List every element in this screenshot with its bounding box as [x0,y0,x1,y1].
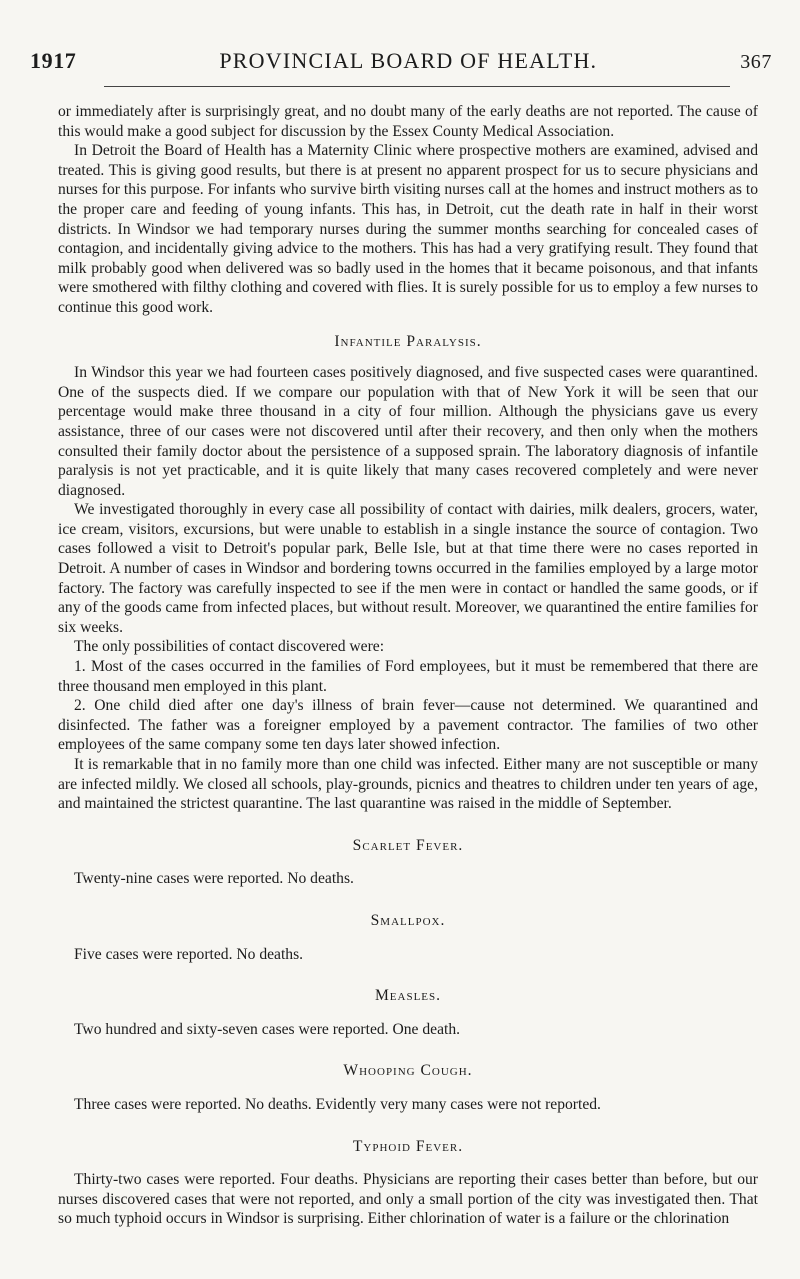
paragraph: or immediately after is surprisingly great, and no doubt many of the early deaths are not reported. The cause of this would make a good subject for discussion by the Essex County Medical Association. [58,103,758,140]
header-year: 1917 [30,48,77,73]
section-heading-typhoid-fever: Typhoid Fever. [352,1137,464,1155]
paragraph: In Windsor this year we had fourteen cases positively diagnosed, and five suspected cases were quarantined. One of the suspects died. If we compare our population with that of New York it will be seen that our percentage would make three thousand in a city of four million. Although the physicians gave us every assistance, three of our cases were not discovered until after their recovery, and then only when the mothers consulted their family doctor about the persistence of a supposed sprain. The laboratory diagnosis of infantile paralysis is not yet practicable, and it is quite likely that many cases recovered completely and were never diagnosed. [58,364,758,499]
page-number: 367 [740,51,772,73]
body-text [58,102,758,1229]
list-item: 2. One child died after one day's illness of brain fever—cause not determined. We quarantined and disinfected. The father was a foreigner employed by a pavement contractor. The families of two other employees of the same company some ten days later showed infection. [58,697,758,754]
paragraph: Five cases were reported. No deaths. [74,945,304,963]
paragraph: We investigated thoroughly in every case all possibility of contact with dairies, milk dealers, grocers, water, ice cream, visitors, excursions, but were unable to establish in a single instance the source of contagion. Two cases followed a visit to Detroit's popular park, Belle Isle, but at that time there were no cases reported in Detroit. A number of cases in Windsor and bordering towns occurred in the families employed by a large motor factory. The factory was carefully inspected to see if the men were in contact or handled the same goods, or if any of the goods came from infected places, but without result. Moreover, we quarantined the entire families for six weeks. [58,501,758,636]
paragraph: Two hundred and sixty-seven cases were reported. One death. [74,1020,461,1038]
section-heading-scarlet-fever: Scarlet Fever. [352,836,464,854]
paragraph: Twenty-nine cases were reported. No deaths. [74,870,354,888]
running-header [30,48,772,74]
header-rule [104,86,730,87]
section-heading-whooping-cough: Whooping Cough. [343,1062,473,1080]
paragraph: Three cases were reported. No deaths. Evidently very many cases were not reported. [74,1095,601,1113]
paragraph: In Detroit the Board of Health has a Maternity Clinic where prospective mothers are examined, advised and treated. This is giving good results, but there is at present no apparent prospect for us to secure physicians and nurses for this purpose. For infants who survive birth visiting nurses call at the homes and instruct mothers as to the proper care and feeding of young infants. This has, in Detroit, cut the death rate in half in their worst districts. In Windsor we had temporary nurses during the summer months searching for concealed cases of contagion, and incidentally giving advice to the mothers. This has had a very gratifying result. They found that milk probably good when delivered was so badly used in the homes that it became poisonous, and that infants were smothered with filthy clothing and covered with flies. It is surely possible for us to employ a few nurses to continue this good work. [58,142,758,316]
paragraph: It is remarkable that in no family more than one child was infected. Either many are not susceptible or many are infected mildly. We closed all schools, play-grounds, picnics and theatres to children under ten years of age, and maintained the strictest quarantine. The last quarantine was raised in the middle of September. [58,756,758,813]
section-heading-smallpox: Smallpox. [370,911,446,929]
paragraph: Thirty-two cases were reported. Four deaths. Physicians are reporting their cases better than before, but our nurses discovered cases that were not reported, and only a small portion of the city was investigated then. That so much typhoid occurs in Windsor is surprising. Either chlorination of water is a failure or the chlorination [58,1171,758,1228]
paragraph: The only possibilities of contact discovered were: [74,638,385,656]
header-title: PROVINCIAL BOARD OF HEALTH. [219,48,598,73]
list-item: 1. Most of the cases occurred in the families of Ford employees, but it must be remembered that there are three thousand men employed in this plant. [58,658,758,695]
section-heading-infantile-paralysis: Infantile Paralysis. [334,332,482,350]
section-heading-measles: Measles. [374,987,442,1005]
